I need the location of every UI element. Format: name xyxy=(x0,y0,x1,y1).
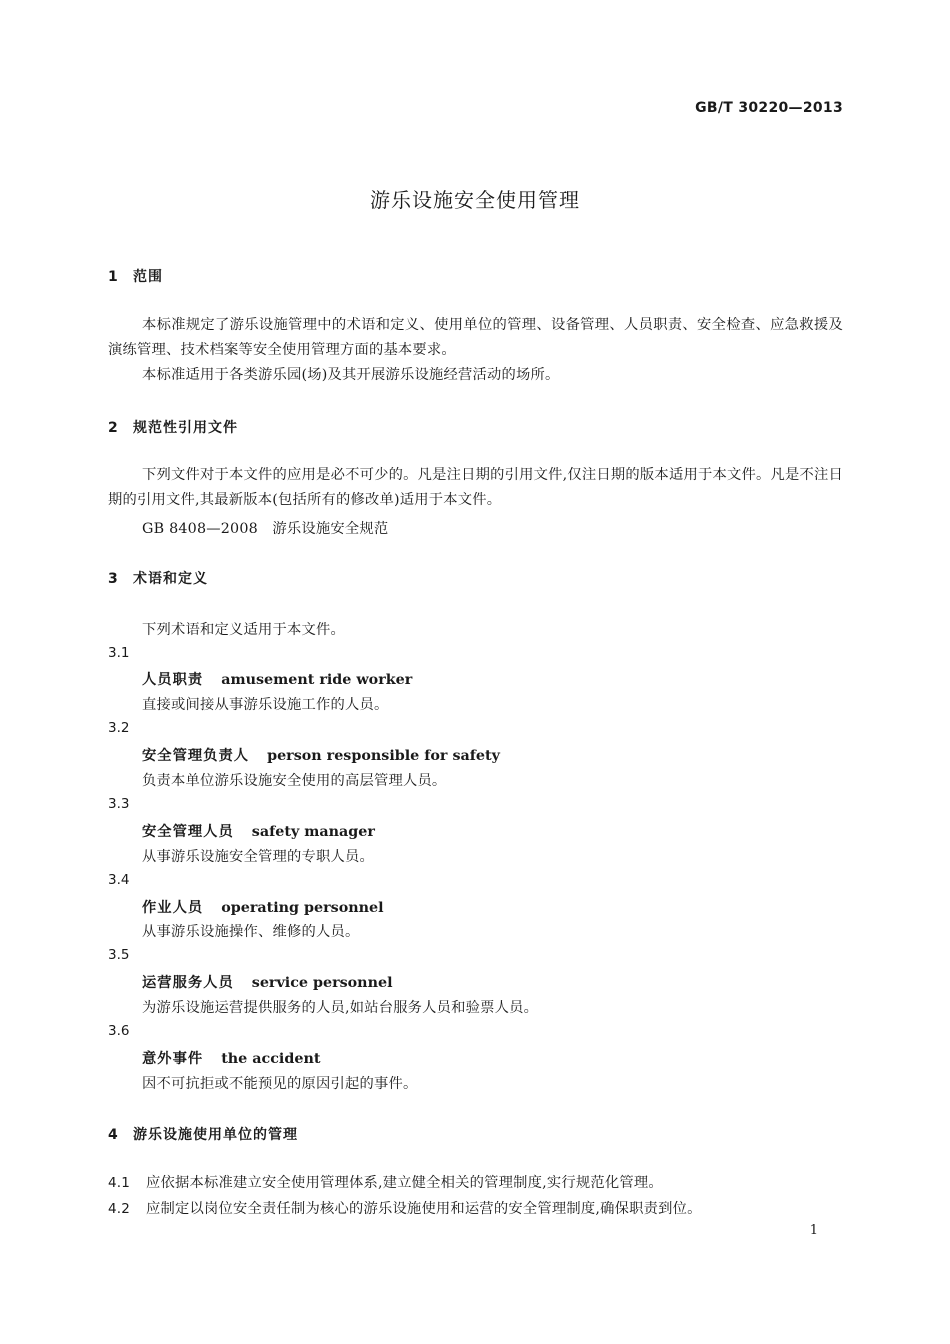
clause-number: 3.6 xyxy=(108,1023,130,1039)
section-heading-3 xyxy=(108,568,208,588)
term-entry xyxy=(142,972,393,992)
clause-item xyxy=(108,1198,702,1218)
term-entry xyxy=(142,745,500,765)
paragraph: 下列文件对于本文件的应用是必不可少的。凡是注日期的引用文件,仅注日期的版本适用于本文件。凡是不注日期的引用文件,其最新版本(包括所有的修改单)适用于本文件。 xyxy=(108,467,843,508)
paragraph: 本标准适用于各类游乐园(场)及其开展游乐设施经营活动的场所。 xyxy=(142,367,560,383)
term-en: person responsible for safety xyxy=(267,748,500,764)
term-definition: 从事游乐设施安全管理的专职人员。 xyxy=(142,849,374,865)
term-zh: 作业人员 xyxy=(142,900,204,916)
clause-number: 3.3 xyxy=(108,796,130,812)
section-heading-2 xyxy=(108,417,238,437)
clause-number: 3.2 xyxy=(108,720,130,736)
section-title: 规范性引用文件 xyxy=(133,420,238,436)
page-number: 1 xyxy=(809,1223,818,1238)
term-zh: 人员职责 xyxy=(142,672,204,688)
terms-intro: 下列术语和定义适用于本文件。 xyxy=(142,622,345,638)
section-number: 2 xyxy=(108,420,119,436)
normative-reference: GB 8408—2008 游乐设施安全规范 xyxy=(142,521,389,537)
term-en: service personnel xyxy=(251,975,393,991)
term-definition: 直接或间接从事游乐设施工作的人员。 xyxy=(142,697,389,713)
section-title: 范围 xyxy=(133,269,163,285)
clause-number: 3.4 xyxy=(108,872,130,888)
clause-text: 应依据本标准建立安全使用管理体系,建立健全相关的管理制度,实行规范化管理。 xyxy=(146,1175,663,1191)
section-number: 4 xyxy=(108,1127,119,1143)
term-entry xyxy=(142,821,375,841)
term-zh: 意外事件 xyxy=(142,1051,204,1067)
term-en: the accident xyxy=(221,1051,321,1067)
clause-number: 3.1 xyxy=(108,645,130,661)
term-definition: 为游乐设施运营提供服务的人员,如站台服务人员和验票人员。 xyxy=(142,1000,539,1016)
section-heading-4 xyxy=(108,1124,298,1144)
term-en: operating personnel xyxy=(221,900,384,916)
term-definition: 负责本单位游乐设施安全使用的高层管理人员。 xyxy=(142,773,447,789)
term-definition: 因不可抗拒或不能预见的原因引起的事件。 xyxy=(142,1076,418,1092)
term-en: amusement ride worker xyxy=(221,672,413,688)
section-number: 3 xyxy=(108,571,119,587)
paragraph: 本标准规定了游乐设施管理中的术语和定义、使用单位的管理、设备管理、人员职责、安全检查、应急救援及演练管理、技术档案等安全使用管理方面的基本要求。 xyxy=(108,317,843,358)
standard-code: GB/T 30220—2013 xyxy=(695,100,843,116)
term-en: safety manager xyxy=(251,824,375,840)
term-entry xyxy=(142,897,384,917)
section-title: 游乐设施使用单位的管理 xyxy=(133,1127,298,1143)
term-zh: 安全管理人员 xyxy=(142,824,234,840)
term-zh: 运营服务人员 xyxy=(142,975,234,991)
section-number: 1 xyxy=(108,269,119,285)
clause-number: 4.1 xyxy=(108,1175,131,1191)
term-entry xyxy=(142,1048,320,1068)
document-title: 游乐设施安全使用管理 xyxy=(370,188,580,212)
section-heading-1 xyxy=(108,266,163,286)
term-definition: 从事游乐设施操作、维修的人员。 xyxy=(142,924,360,940)
term-zh: 安全管理负责人 xyxy=(142,748,250,764)
clause-number: 4.2 xyxy=(108,1201,131,1217)
section-title: 术语和定义 xyxy=(133,571,208,587)
term-entry xyxy=(142,669,412,689)
clause-number: 3.5 xyxy=(108,947,130,963)
clause-text: 应制定以岗位安全责任制为核心的游乐设施使用和运营的安全管理制度,确保职责到位。 xyxy=(146,1201,702,1217)
clause-item xyxy=(108,1172,663,1192)
